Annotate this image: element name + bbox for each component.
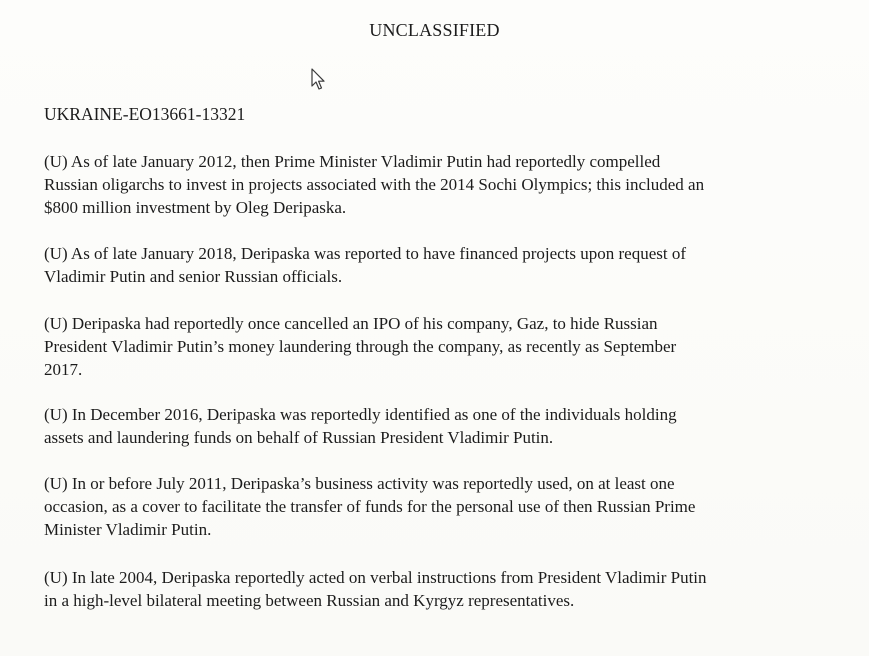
paragraph bbox=[44, 150, 834, 219]
document-id: UKRAINE-EO13661-13321 bbox=[44, 104, 246, 124]
paragraph-line: (U) In December 2016, Deripaska was reportedly identified as one of the individuals holding bbox=[44, 405, 677, 424]
paragraph-line: occasion, as a cover to facilitate the transfer of funds for the personal use of then Russian Prime bbox=[44, 497, 696, 516]
paragraph-line: 2017. bbox=[44, 360, 83, 379]
paragraph-line: $800 million investment by Oleg Deripaska. bbox=[44, 198, 347, 217]
paragraph bbox=[44, 472, 834, 541]
paragraph-line: Minister Vladimir Putin. bbox=[44, 520, 212, 539]
classification-banner: UNCLASSIFIED bbox=[369, 20, 500, 40]
paragraph-line: (U) As of late January 2012, then Prime Minister Vladimir Putin had reportedly compelled bbox=[44, 152, 661, 171]
paragraph bbox=[44, 242, 834, 288]
paragraph-line: assets and laundering funds on behalf of Russian President Vladimir Putin. bbox=[44, 428, 554, 447]
mouse-pointer-icon bbox=[311, 68, 327, 92]
paragraph-line: Russian oligarchs to invest in projects associated with the 2014 Sochi Olympics; this included an bbox=[44, 175, 705, 194]
paragraph-line: (U) Deripaska had reportedly once cancelled an IPO of his company, Gaz, to hide Russian bbox=[44, 314, 658, 333]
paragraph-line: (U) In or before July 2011, Deripaska’s business activity was reportedly used, on at least one bbox=[44, 474, 675, 493]
paragraph-line: President Vladimir Putin’s money laundering through the company, as recently as September bbox=[44, 337, 677, 356]
paragraph-line: (U) As of late January 2018, Deripaska was reported to have financed projects upon request of bbox=[44, 244, 687, 263]
paragraph-line: Vladimir Putin and senior Russian officials. bbox=[44, 267, 343, 286]
paragraph bbox=[44, 566, 834, 612]
paragraph-line: (U) In late 2004, Deripaska reportedly acted on verbal instructions from President Vladimir Putin bbox=[44, 568, 707, 587]
paragraph bbox=[44, 312, 834, 381]
paragraph bbox=[44, 403, 834, 449]
paragraph-line: in a high-level bilateral meeting between Russian and Kyrgyz representatives. bbox=[44, 591, 575, 610]
